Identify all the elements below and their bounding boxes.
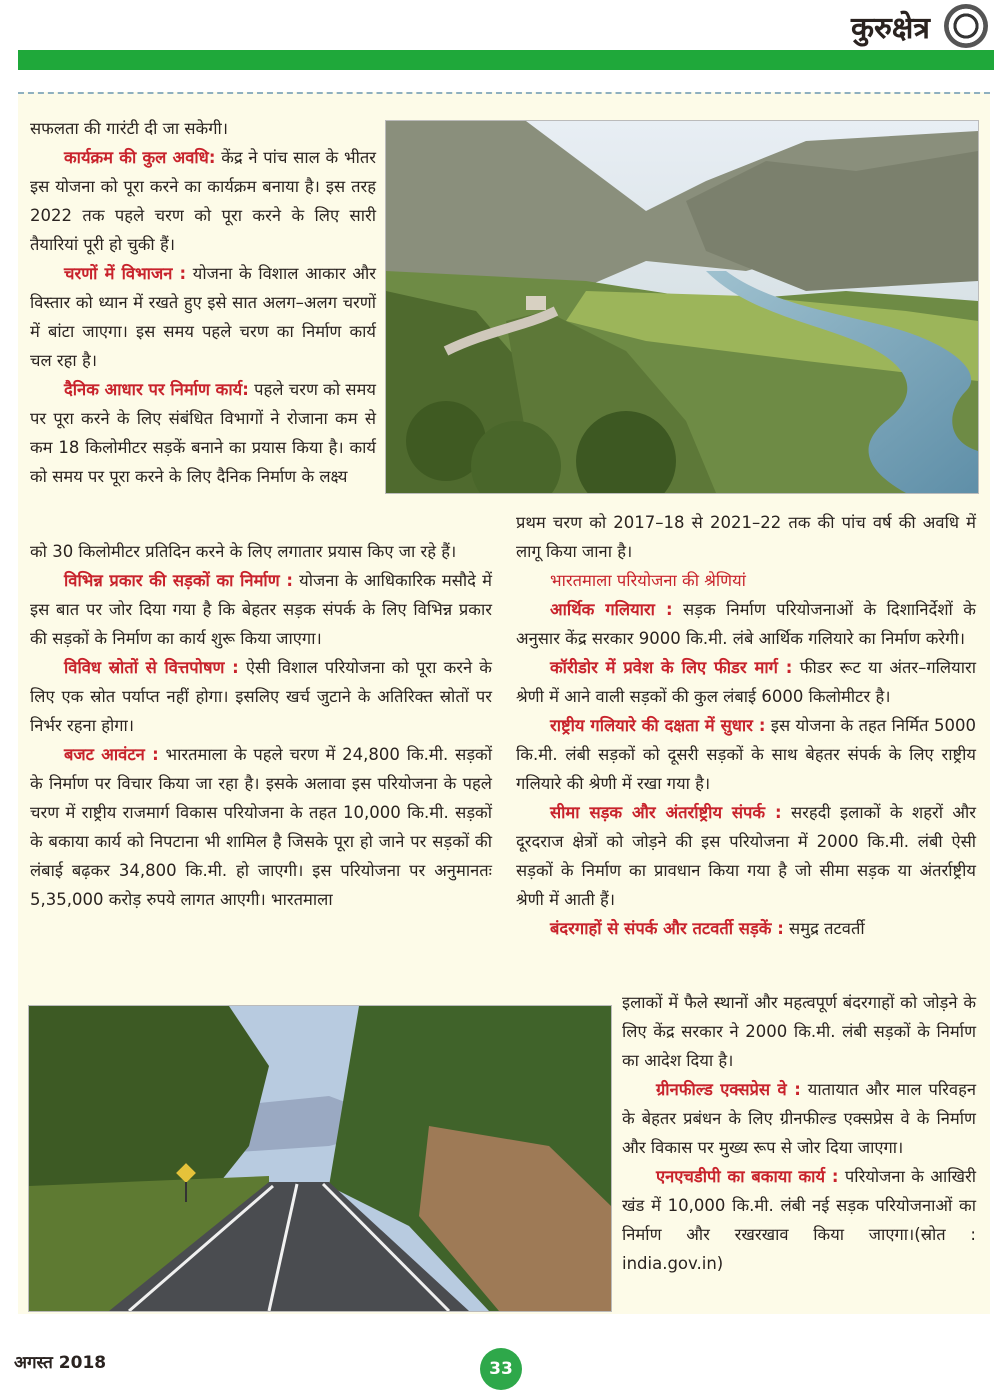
paragraph: को 30 किलोमीटर प्रतिदिन करने के लिए लगातार प्रयास किए जा रहे हैं।	[30, 542, 457, 561]
emblem-icon	[944, 4, 988, 48]
mountain-valley-photo	[385, 120, 979, 494]
left-column-top	[30, 114, 376, 491]
paragraph: सीमा सड़क और अंतर्राष्ट्रीय संपर्क : सरहदी इलाकों के शहरों और दूरदराज क्षेत्रों को जोड़ने की इस परियोजना में 2000 कि.मी. लंबी ऐसी सड़कों के निर्माण का प्रावधान किया गया है जो सीमा सड़क या अंतर्राष्ट्रीय श्रेणी में आती हैं।	[516, 803, 977, 909]
paragraph: इलाकों में फैले स्थानों और महत्वपूर्ण बंदरगाहों को जोड़ने के लिए केंद्र सरकार ने 2000 कि.मी. लंबी सड़कों के निर्माण का आदेश दिया है।	[622, 993, 976, 1070]
paragraph: कॉरीडोर में प्रवेश के लिए फीडर मार्ग : फीडर रूट या अंतर–गलियारा श्रेणी में आने वाली सड़कों की कुल लंबाई 6000 किलोमीटर है।	[516, 658, 976, 706]
right-column-bottom	[622, 988, 976, 1278]
header-bar	[18, 50, 994, 70]
paragraph: राष्ट्रीय गलियारे की दक्षता में सुधार : इस योजना के तहत निर्मित 5000 कि.मी. लंबी सड़कों को दूसरी सड़कों के साथ बेहतर संपर्क के लिए राष्ट्रीय गलियारे की श्रेणी में रखा गया है।	[516, 716, 976, 793]
paragraph: ग्रीनफील्ड एक्सप्रेस वे : यातायात और माल परिवहन के बेहतर प्रबंधन के लिए ग्रीनफील्ड एक्सप्रेस वे के निर्माण और विकास पर मुख्य रूप से जोर दिया जाएगा।	[622, 1080, 976, 1157]
highway-illustration	[29, 1006, 611, 1311]
page-number: 33	[480, 1348, 522, 1390]
paragraph: बंदरगाहों से संपर्क और तटवर्ती सड़कें : समुद्र तटवर्ती	[550, 919, 865, 938]
paragraph: विविध स्रोतों से वित्तपोषण : ऐसी विशाल परियोजना को पूरा करने के लिए एक स्रोत पर्याप्त नहीं होगा। इसलिए खर्च जुटाने के अतिरिक्त स्रोतों पर निर्भर रहना होगा।	[30, 658, 492, 735]
right-column-top	[516, 508, 976, 943]
section-subheading: भारतमाला परियोजना की श्रेणियां	[550, 571, 746, 590]
magazine-title: कुरुक्षेत्र	[850, 11, 930, 46]
paragraph: आर्थिक गलियारा : सड़क निर्माण परियोजनाओं के दिशानिर्देशों के अनुसार केंद्र सरकार 9000 कि.मी. लंबे आर्थिक गलियारे का निर्माण करेगी।	[516, 600, 976, 648]
paragraph: बजट आवंटन : भारतमाला के पहले चरण में 24,800 कि.मी. सड़कों के निर्माण पर विचार किया जा रहा है। इसके अलावा इस परियोजना के पहले चरण में राष्ट्रीय राजमार्ग विकास परियोजना के तहत 10,000 कि.मी. सड़कों के बकाया कार्य को निपटाना भी शामिल है जिसके पूरा हो जाने पर सड़कों की लंबाई बढ़कर 34,800 कि.मी. हो जाएगी। इस परियोजना पर अनुमानतः 5,35,000 करोड़ रुपये लागत आएगी। भारतमाला	[30, 745, 493, 909]
paragraph: चरणों में विभाजन : योजना के विशाल आकार और विस्तार को ध्यान में रखते हुए इसे सात अलग–अलग चरणों में बांटा जाएगा। इस समय पहले चरण का निर्माण कार्य चल रहा है।	[30, 264, 376, 370]
mountain-valley-illustration	[386, 121, 978, 493]
paragraph: कार्यक्रम की कुल अवधि: केंद्र ने पांच साल के भीतर इस योजना को पूरा करने का कार्यक्रम बनाया है। इस तरह 2022 तक पहले चरण को पूरा करने के लिए सारी तैयारियां पूरी हो चुकी हैं।	[30, 148, 376, 254]
highway-photo	[28, 1005, 612, 1312]
paragraph: प्रथम चरण को 2017–18 से 2021–22 तक की पांच वर्ष की अवधि में लागू किया जाना है।	[516, 513, 976, 561]
paragraph: एनएचडीपी का बकाया कार्य : परियोजना के आखिरी खंड में 10,000 कि.मी. लंबी नई सड़क परियोजनाओं का निर्माण और रखरखाव किया जाएगा।(स्रोत : india.gov.in)	[622, 1167, 976, 1273]
issue-date: अगस्त 2018	[14, 1353, 107, 1373]
paragraph: सफलता की गारंटी दी जा सकेगी।	[30, 119, 229, 138]
left-column-bottom	[30, 537, 492, 914]
paragraph: विभिन्न प्रकार की सड़कों का निर्माण : योजना के आधिकारिक मसौदे में इस बात पर जोर दिया गया है कि बेहतर सड़क संपर्क के लिए विभिन्न प्रकार की सड़कों के निर्माण का कार्य शुरू किया जाएगा।	[30, 571, 492, 648]
paragraph: दैनिक आधार पर निर्माण कार्य: पहले चरण को समय पर पूरा करने के लिए संबंधित विभागों ने रोजाना कम से कम 18 किलोमीटर सड़कें बनाने का प्रयास किया है। कार्य को समय पर पूरा करने के लिए दैनिक निर्माण के लक्ष्य	[30, 380, 376, 486]
